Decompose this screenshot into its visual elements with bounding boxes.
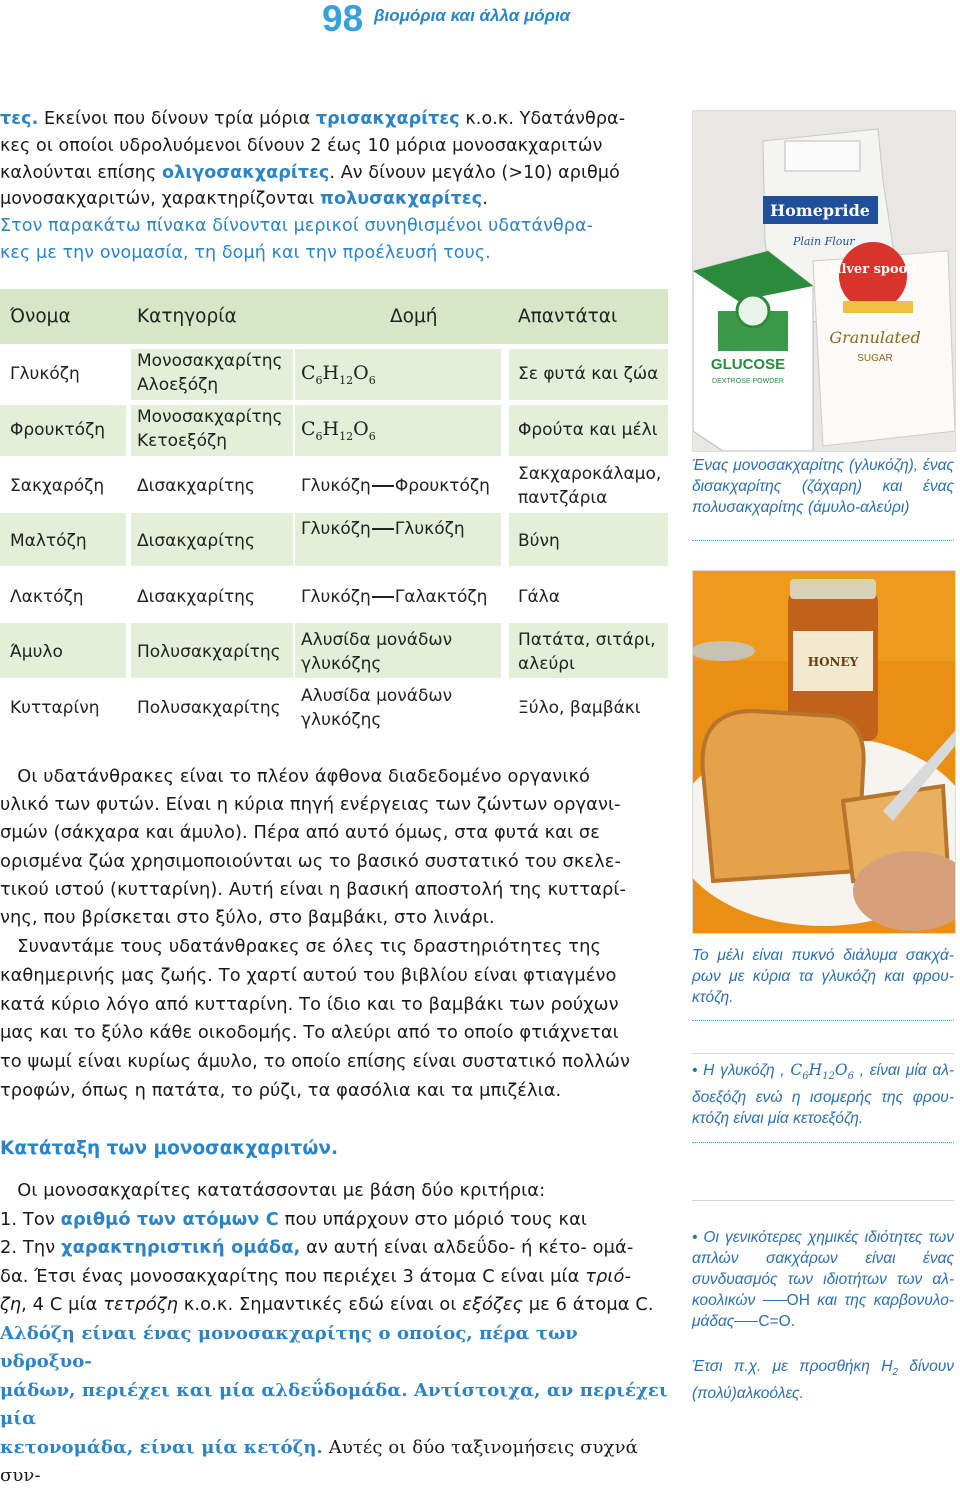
header-found: Απαντάται (518, 306, 618, 327)
table-cell: Δισακχαρίτης (137, 476, 255, 496)
header-category: Κατηγορία (137, 306, 237, 327)
header-name: Όνομα (10, 306, 71, 327)
svg-text:Homepride: Homepride (770, 201, 870, 220)
table-cell: Κυτταρίνη (10, 698, 100, 718)
table-cell: Λακτόζη (10, 587, 84, 607)
table-cell: Αλυσίδα μονάδων γλυκόζης (301, 630, 453, 674)
caption-honey: Το μέλι είναι πυκνό διάλυμα σακχά-ρων με κύρια τα γλυκόζη και φρου-κτόζη. (692, 947, 954, 1006)
svg-text:Granulated: Granulated (829, 328, 921, 347)
table-cell: Ξύλο, βαμβάκι (518, 698, 641, 718)
formula-c6h12o6: $C_6H_{12}O_6$ (301, 362, 376, 387)
note-properties: • Οι γενικότερες χημικές ιδιότητες των απλών σακχάρων είναι ένας συνδυασμός των ιδιοτήτων των αλ-κοολικών OH και της καρβονυλο-μάδας C=O. (692, 1229, 954, 1330)
svg-text:DEXTROSE POWDER: DEXTROSE POWDER (712, 378, 784, 385)
table-cell: Σακχαροκάλαμο, παντζάρια (518, 464, 662, 508)
honey-bread-photo (692, 570, 956, 934)
header-structure: Δομή (390, 306, 438, 327)
table-cell: Πολυσακχαρίτης (137, 698, 281, 718)
table-cell: Μαλτόζη (10, 531, 87, 551)
table-cell: Μονοσακχαρίτης Αλοεξόζη (137, 351, 283, 395)
svg-text:GLUCOSE: GLUCOSE (710, 356, 786, 373)
table-cell: Πολυσακχαρίτης (137, 642, 281, 662)
section-title: Κατάταξη των μονοσακχαριτών. (0, 1138, 339, 1159)
intro-paragraph: τες. Εκείνοι που δίνουν τρία μόρια τρισακχαρίτες κ.ο.κ. Υδατάνθρα- κες οι οποίοι υδρολυόμενοι δίνουν 2 έως 10 μόρια μονοσακχαριτών καλούνται επίσης ολιγοσακχαρίτες. Αν δίνουν μεγάλο (>10) αριθμό μονοσακχαριτών, χαρακτηρίζονται πολυσακχαρίτες. Στον παρακάτω πίνακα δίνονται μερικοί συνηθισμένοι υδατάνθρα- κες με την ονομασία, τη δομή και την προέλευσή τους. (0, 109, 626, 263)
caption-sugars-photo: Ένας μονοσακχαρίτης (γλυκόζη), ένας δισακχαρίτης (ζάχαρη) και ένας πολυσακχαρίτης (άμυλο-αλεύρι) (692, 457, 954, 516)
note-hydrogenation: Έτσι π.χ. με προσθήκη $H_2$ δίνουν (πολύ)αλκοόλες. (692, 1358, 954, 1403)
svg-text:SUGAR: SUGAR (857, 353, 893, 364)
table-cell: Γλυκόζη Φρουκτόζη (301, 476, 490, 496)
table-cell: Βύνη (518, 531, 560, 551)
table-cell: Δισακχαρίτης (137, 531, 255, 551)
table-cell: Γλυκόζη Γλυκόζη (301, 519, 465, 539)
table-cell: Γάλα (518, 587, 560, 607)
note-glucose: • Η γλυκόζη , $C_6H_{12}O_6$ , είναι μία αλ-δοεξόζη ενώ η ισομερής της φρου-κτόζη είναι μία κετοεξόζη. (692, 1061, 954, 1128)
table-cell: Άμυλο (10, 642, 63, 662)
table-cell: Φρούτα και μέλι (518, 420, 658, 440)
table-cell: Φρουκτόζη (10, 420, 106, 440)
body-paragraph-2: Συναντάμε τους υδατάνθρακες σε όλες τις δραστηριότητες της καθημερινής μας ζωής. Το χαρτί αυτού του βιβλίου είναι φτιαγμένο κατά κύριο λόγο από κυτταρίνη. Το ίδιο και το βαμβάκι των ρούχων μας και το ξύλο κάθε οικοδομής. Το αλεύρι από το οποίο φτιάχνεται το ψωμί είναι κυρίως άμυλο, το οποίο επίσης είναι συστατικό πολλών τροφών, όπως η πατάτα, το ρύζι, τα φασόλια και τα μπιζέλια. (0, 936, 631, 1101)
svg-text:HONEY: HONEY (807, 655, 859, 669)
svg-text:Plain Flour: Plain Flour (793, 235, 855, 248)
page-number: 98 (322, 0, 364, 39)
table-cell: Γλυκόζη (10, 364, 80, 384)
table-cell: Γλυκόζη Γαλακτόζη (301, 587, 488, 607)
table-cell: Δισακχαρίτης (137, 587, 255, 607)
table-cell: Μονοσακχαρίτης Κετοεξόζη (137, 407, 283, 451)
sugar-products-photo (692, 110, 956, 452)
svg-text:silver spoon: silver spoon (829, 262, 917, 277)
table-cell: Αλυσίδα μονάδων γλυκόζης (301, 686, 453, 730)
table-cell: Σε φυτά και ζώα (518, 364, 659, 384)
table-header (0, 289, 668, 344)
table-cell: Σακχαρόζη (10, 476, 105, 496)
section-paragraph: Οι μονοσακχαρίτες κατατάσσονται με βάση δύο κριτήρια: 1. Τον αριθμό των ατόμων C που υπάρχουν στο μόριό τους και 2. Την χαρακτηριστική ομάδα, αν αυτή είναι αλδεΰδο- ή κέτο- ομά- δα. Έτσι ένας μονοσακχαρίτης που περιέχει 3 άτομα C είναι μία τριό- ζη, 4 C μία τετρόζη κ.ο.κ. Σημαντικές εδώ είναι οι εξόζες με 6 άτομα C. Αλδόζη είναι ένας μονοσακχαρίτης ο οποίος, πέρα των υδροξυο- μάδων, περιέχει και μία αλδεΰδομάδα. Αντίστοιχα, αν περιέχει μία κετονομάδα, είναι μία κετόζη. Αυτές οι δύο ταξινομήσεις συχνά συν- (0, 1180, 668, 1486)
table-cell: Πατάτα, σιτάρι, αλεύρι (518, 630, 656, 674)
chapter-title: βιομόρια και άλλα μόρια (374, 6, 571, 25)
formula-c6h12o6: $C_6H_{12}O_6$ (301, 418, 376, 443)
body-paragraph-1: Οι υδατάνθρακες είναι το πλέον άφθονα διαδεδομένο οργανικό υλικό των φυτών. Είναι η κύρια πηγή ενέργειας των ζώντων οργανι- σμών (σάκχαρα και άμυλο). Πέρα από αυτό όμως, στα φυτά και σε ορισμένα ζώα χρησιμοποιούνται ως το βασικό συστατικό του σκελε- τικού ιστού (κυτταρίνη). Αυτή είναι η βασική αποστολή της κυτταρί- νης, που βρίσκεται στο ξύλο, στο βαμβάκι, στο λινάρι. (0, 766, 627, 929)
